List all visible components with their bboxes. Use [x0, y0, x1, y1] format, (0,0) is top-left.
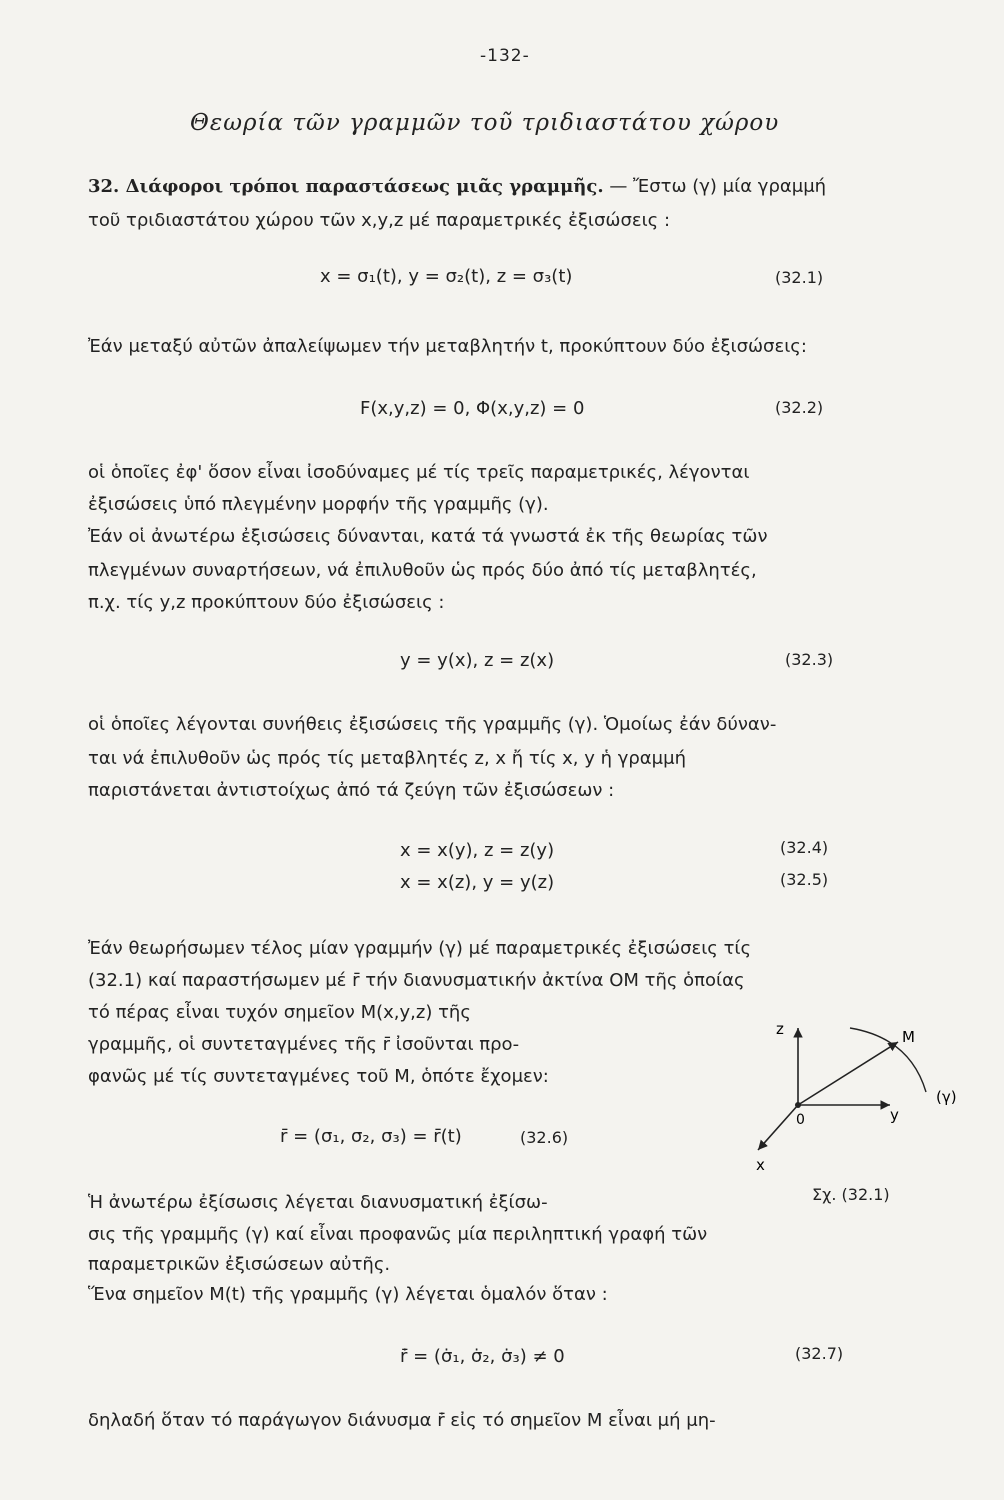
x-label: x [756, 1156, 765, 1174]
equation-32-4: x = x(y), z = z(y) [400, 840, 555, 861]
text-line: Ἐάν μεταξύ αὐτῶν ἀπαλείψωμεν τήν μεταβλητήν t, προκύπτουν δύο ἐξισώσεις: [88, 336, 807, 357]
equation-32-5: x = x(z), y = y(z) [400, 872, 555, 893]
text-line: τοῦ τριδιαστάτου χώρου τῶν x,y,z μέ παραμετρικές ἐξισώσεις : [88, 210, 671, 231]
section-heading-tail: — Ἔστω (γ) μία γραμμή [609, 176, 827, 197]
origin-label: 0 [796, 1112, 805, 1128]
text-line: οἱ ὁποῖες λέγονται συνήθεις ἐξισώσεις τῆς γραμμῆς (γ). Ὁμοίως ἐάν δύναν- [88, 714, 777, 735]
text-line: ται νά ἐπιλυθοῦν ὡς πρός τίς μεταβλητές z, x ἤ τίς x, y ἡ γραμμή [88, 748, 686, 769]
text-line: Ἕνα σημεῖον M(t) τῆς γραμμῆς (γ) λέγεται ὁμαλόν ὅταν : [88, 1284, 608, 1305]
text-line: Ἡ ἀνωτέρω ἐξίσωσις λέγεται διανυσματική ἐξίσω- [88, 1192, 548, 1213]
text-line: (32.1) καί παραστήσωμεν μέ r̄ τήν διανυσματικήν ἀκτίνα OM τῆς ὁποίας [88, 970, 745, 991]
origin-point [795, 1102, 801, 1108]
text-line: παριστάνεται ἀντιστοίχως ἀπό τά ζεύγη τῶν ἐξισώσεων : [88, 780, 615, 801]
text-line: Ἐάν οἱ ἀνωτέρω ἐξισώσεις δύνανται, κατά τά γνωστά ἐκ τῆς θεωρίας τῶν [88, 526, 768, 547]
curve-label: (γ) [936, 1088, 957, 1106]
equation-32-2: F(x,y,z) = 0, Φ(x,y,z) = 0 [360, 398, 585, 419]
equation-number: (32.2) [775, 398, 824, 417]
equation-number: (32.1) [775, 268, 824, 287]
z-label: z [776, 1020, 784, 1038]
text-line: Ἐάν θεωρήσωμεν τέλος μίαν γραμμήν (γ) μέ παραμετρικές ἐξισώσεις τίς [88, 938, 752, 959]
text-line: οἱ ὁποῖες ἐφ' ὅσον εἶναι ἰσοδύναμες μέ τίς τρεῖς παραμετρικές, λέγονται [88, 462, 750, 483]
equation-number: (32.3) [785, 650, 834, 669]
text-line: σις τῆς γραμμῆς (γ) καί εἶναι προφανῶς μία περιληπτική γραφή τῶν [88, 1224, 708, 1245]
coordinate-figure [740, 1020, 970, 1180]
m-label: M [902, 1028, 915, 1046]
equation-number: (32.5) [780, 870, 829, 889]
equation-32-7: r̄̇ = (σ̇₁, σ̇₂, σ̇₃) ≠ 0 [400, 1346, 565, 1367]
text-line: δηλαδή ὅταν τό παράγωγον διάνυσμα r̄̇ εἰς τό σημεῖον M εἶναι μή μη- [88, 1410, 716, 1431]
text-line: πλεγμένων συναρτήσεων, νά ἐπιλυθοῦν ὡς πρός δύο ἀπό τίς μεταβλητές, [88, 560, 757, 581]
figure-caption: Σχ. (32.1) [812, 1185, 890, 1204]
radius-vector [798, 1042, 898, 1105]
text-line: ἐξισώσεις ὑπό πλεγμένην μορφήν τῆς γραμμῆς (γ). [88, 494, 549, 515]
text-line: γραμμῆς, οἱ συντεταγμένες τῆς r̄ ἰσοῦνται προ- [88, 1034, 520, 1055]
x-axis [758, 1105, 798, 1150]
text-line: π.χ. τίς y,z προκύπτουν δύο ἐξισώσεις : [88, 592, 445, 613]
equation-number: (32.6) [520, 1128, 569, 1147]
text-line: παραμετρικῶν ἐξισώσεων αὐτῆς. [88, 1254, 391, 1275]
section-heading-line [88, 176, 826, 197]
page-title: Θεωρία τῶν γραμμῶν τοῦ τριδιαστάτου χώρου [190, 110, 780, 136]
section-heading: 32. Διάφοροι τρόποι παραστάσεως μιᾶς γραμμῆς. [88, 176, 604, 197]
equation-number: (32.7) [795, 1344, 844, 1363]
equation-32-6: r̄ = (σ₁, σ₂, σ₃) = r̄(t) [280, 1126, 462, 1147]
equation-number: (32.4) [780, 838, 829, 857]
page-number: -132- [480, 46, 530, 66]
text-line: φανῶς μέ τίς συντεταγμένες τοῦ M, ὁπότε ἔχομεν: [88, 1066, 549, 1087]
text-line: τό πέρας εἶναι τυχόν σημεῖον M(x,y,z) τῆς [88, 1002, 471, 1023]
equation-32-3: y = y(x), z = z(x) [400, 650, 555, 671]
y-label: y [890, 1106, 899, 1124]
equation-32-1: x = σ₁(t), y = σ₂(t), z = σ₃(t) [320, 266, 573, 287]
